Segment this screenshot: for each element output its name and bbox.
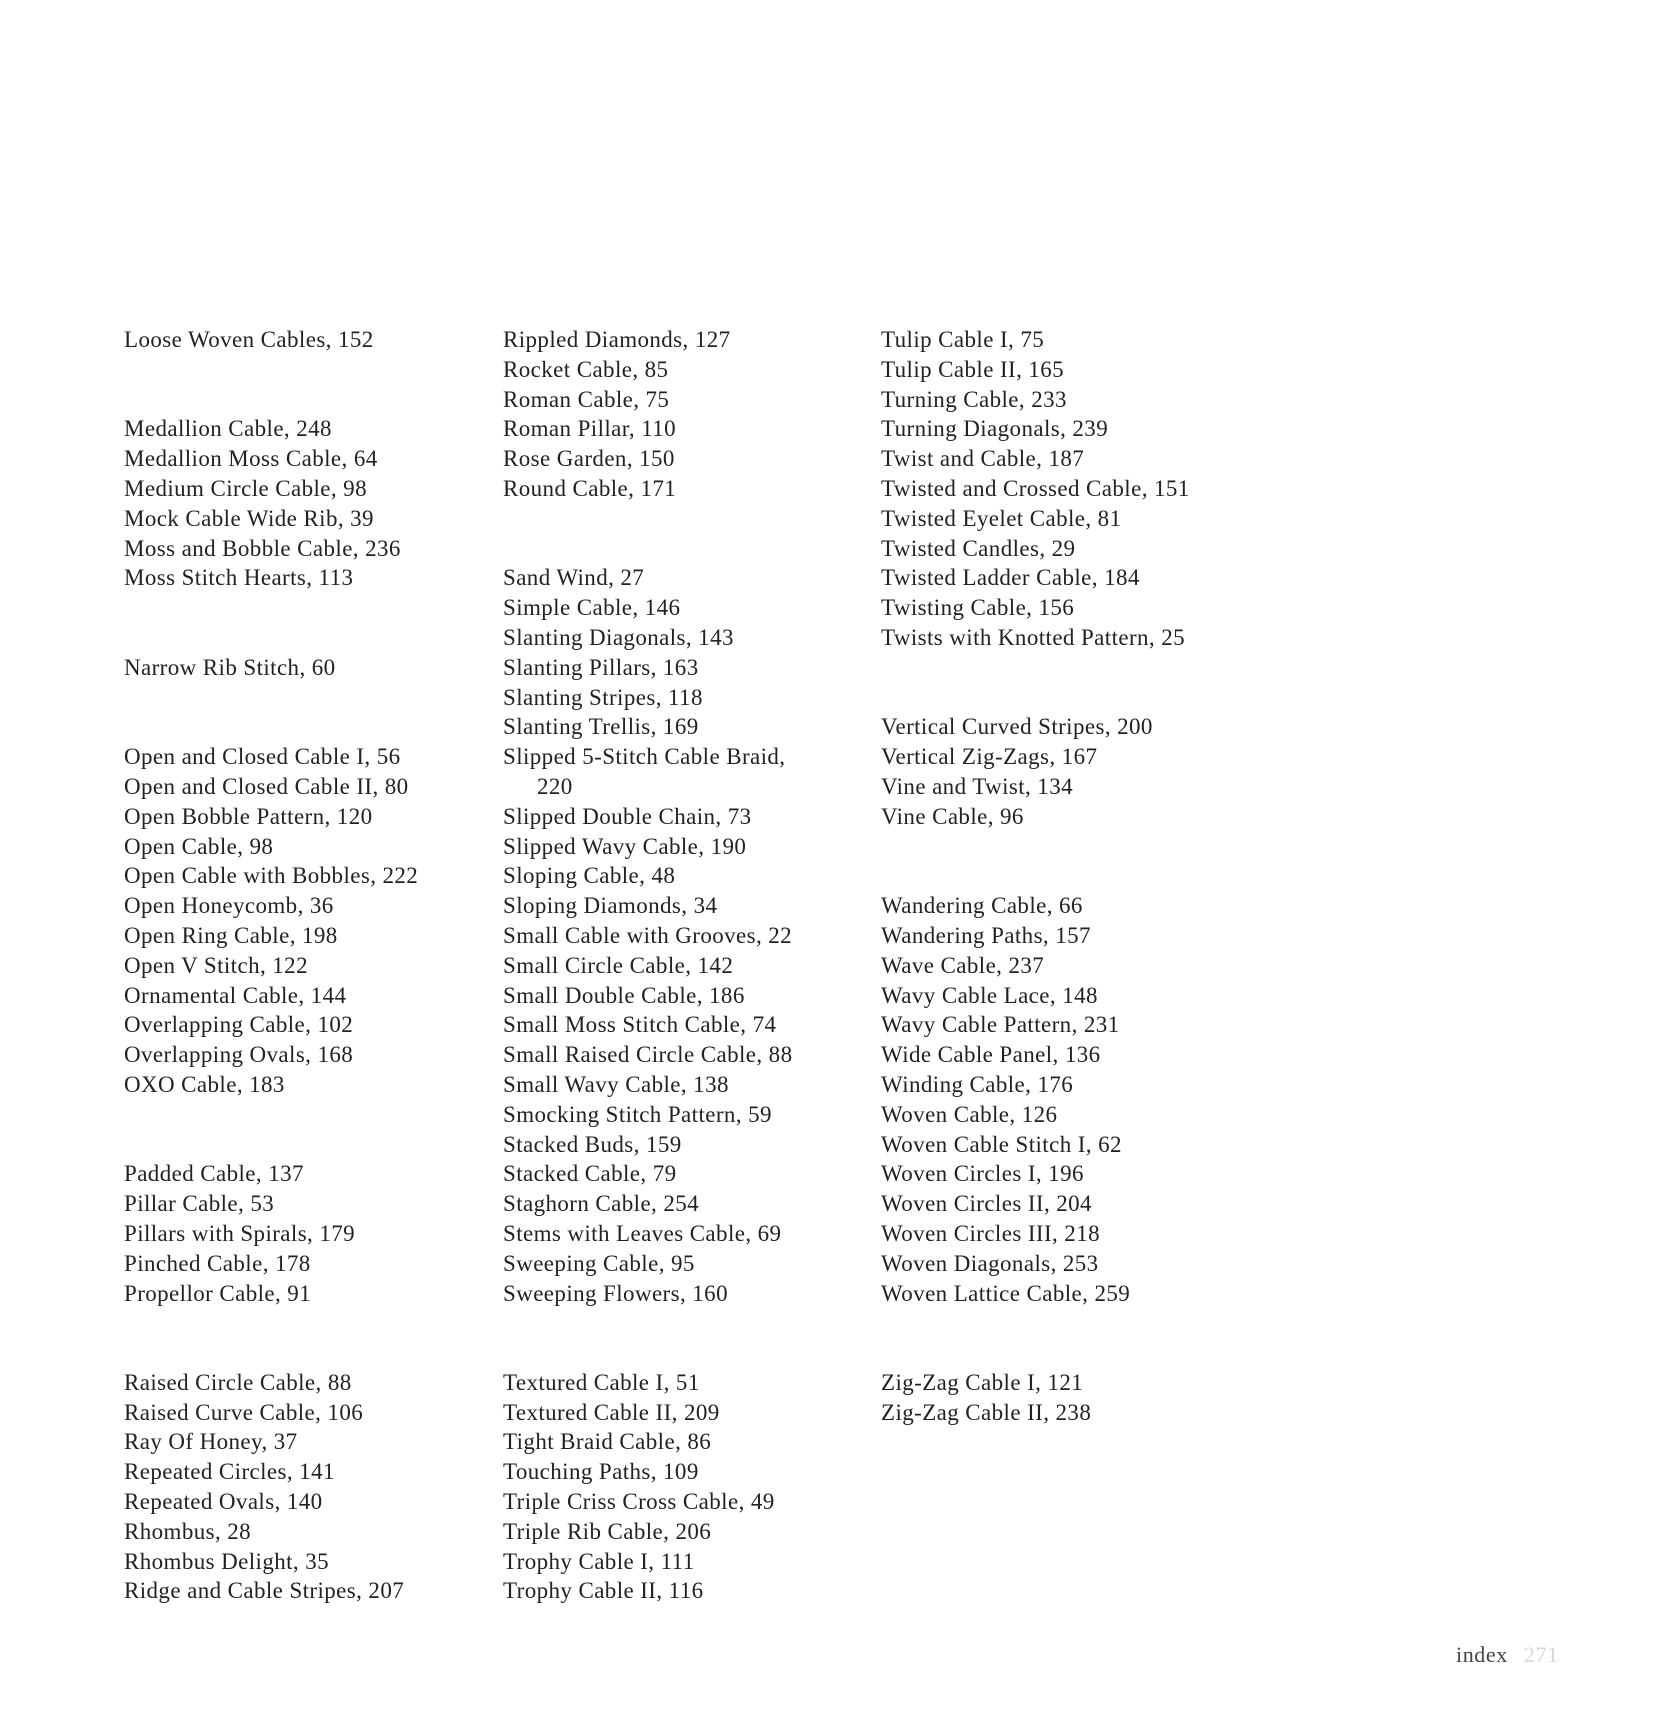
index-entry: Pinched Cable, 178 <box>124 1250 311 1276</box>
index-entry: Mock Cable Wide Rib, 39 <box>124 505 374 531</box>
index-entry: Staghorn Cable, 254 <box>503 1191 700 1217</box>
index-entry: Propellor Cable, 91 <box>124 1280 312 1306</box>
index-entry: Small Circle Cable, 142 <box>503 952 734 978</box>
index-entry: Medallion Moss Cable, 64 <box>124 446 378 472</box>
index-entry: Tulip Cable II, 165 <box>881 356 1065 382</box>
index-entry: Trophy Cable II, 116 <box>503 1578 704 1604</box>
index-entry: Pillars with Spirals, 179 <box>124 1220 356 1246</box>
index-entry: Trophy Cable I, 111 <box>503 1548 695 1574</box>
index-entry: Woven Diagonals, 253 <box>881 1250 1099 1276</box>
index-letter-group <box>124 742 484 1100</box>
index-entry: Sloping Cable, 48 <box>503 863 676 889</box>
index-letter-group <box>124 1368 484 1606</box>
index-entry: Vine and Twist, 134 <box>881 773 1074 799</box>
index-entry: Woven Circles II, 204 <box>881 1191 1092 1217</box>
index-entry: Round Cable, 171 <box>503 475 677 501</box>
index-entry: Slipped Double Chain, 73 <box>503 803 752 829</box>
index-entry: Triple Rib Cable, 206 <box>503 1518 712 1544</box>
index-entry: Sand Wind, 27 <box>503 565 645 591</box>
index-entry: Zig-Zag Cable I, 121 <box>881 1369 1084 1395</box>
index-letter-group <box>124 325 484 355</box>
index-entry: Moss and Bobble Cable, 236 <box>124 535 401 561</box>
index-entry: Overlapping Cable, 102 <box>124 1012 354 1038</box>
index-entry: Zig-Zag Cable II, 238 <box>881 1399 1092 1425</box>
index-entry: Wave Cable, 237 <box>881 952 1045 978</box>
index-entry: Open Ring Cable, 198 <box>124 922 338 948</box>
index-entry: Loose Woven Cables, 152 <box>124 327 374 352</box>
index-entry: Padded Cable, 137 <box>124 1161 304 1187</box>
index-entry: Raised Circle Cable, 88 <box>124 1369 352 1395</box>
index-letter-group <box>503 325 863 504</box>
page-number: 271 <box>1523 1642 1559 1667</box>
index-entry: Slipped 5-Stitch Cable Braid, <box>503 744 786 770</box>
index-entry: Stacked Buds, 159 <box>503 1131 682 1157</box>
index-entry: Small Moss Stitch Cable, 74 <box>503 1012 777 1038</box>
index-entry: Stacked Cable, 79 <box>503 1161 677 1187</box>
index-column-3 <box>881 325 1301 1487</box>
index-letter-group <box>503 1368 863 1606</box>
index-entry: Wandering Paths, 157 <box>881 922 1091 948</box>
index-entry: Ornamental Cable, 144 <box>124 982 347 1008</box>
index-entry: Slanting Trellis, 169 <box>503 714 699 740</box>
index-entry: Twisting Cable, 156 <box>881 595 1075 621</box>
index-entry: Slanting Stripes, 118 <box>503 684 703 710</box>
index-entry: Rippled Diamonds, 127 <box>503 327 731 352</box>
index-entry: Open and Closed Cable I, 56 <box>124 744 401 770</box>
index-entry: Woven Cable Stitch I, 62 <box>881 1131 1122 1157</box>
index-entry: Small Wavy Cable, 138 <box>503 1071 729 1097</box>
index-entry: Slipped Wavy Cable, 190 <box>503 833 747 859</box>
index-entry: Slanting Pillars, 163 <box>503 654 699 680</box>
index-entry: Sweeping Cable, 95 <box>503 1250 695 1276</box>
index-entry: Rose Garden, 150 <box>503 446 675 472</box>
index-entry: Vertical Zig-Zags, 167 <box>881 744 1098 770</box>
index-entry: Touching Paths, 109 <box>503 1459 699 1485</box>
index-entry: 220 <box>537 773 573 799</box>
index-entry: Ray Of Honey, 37 <box>124 1429 298 1455</box>
index-entry: Sweeping Flowers, 160 <box>503 1280 728 1306</box>
index-entry: Repeated Ovals, 140 <box>124 1489 323 1515</box>
index-column-1 <box>124 325 484 1666</box>
index-entry: Slanting Diagonals, 143 <box>503 624 734 650</box>
index-entry: Repeated Circles, 141 <box>124 1459 335 1485</box>
index-letter-group <box>124 414 484 593</box>
index-entry: Turning Diagonals, 239 <box>881 416 1109 442</box>
index-entry: Triple Criss Cross Cable, 49 <box>503 1489 775 1515</box>
index-entry: Turning Cable, 233 <box>881 386 1067 412</box>
index-entry: Twists with Knotted Pattern, 25 <box>881 624 1186 650</box>
index-entry: Twisted Ladder Cable, 184 <box>881 565 1140 591</box>
index-letter-group <box>881 1368 1301 1428</box>
index-entry: Vine Cable, 96 <box>881 803 1024 829</box>
index-letter-group <box>124 1159 484 1308</box>
index-entry: Woven Lattice Cable, 259 <box>881 1280 1131 1306</box>
index-letter-group <box>881 891 1301 1308</box>
index-entry: Woven Circles I, 196 <box>881 1161 1084 1187</box>
index-entry: Roman Pillar, 110 <box>503 416 677 442</box>
index-entry: Tight Braid Cable, 86 <box>503 1429 712 1455</box>
index-entry: Twist and Cable, 187 <box>881 446 1085 472</box>
index-entry: Medium Circle Cable, 98 <box>124 475 367 501</box>
index-entry: Tulip Cable I, 75 <box>881 327 1045 352</box>
index-entry: Open Bobble Pattern, 120 <box>124 803 373 829</box>
index-entry: Twisted Eyelet Cable, 81 <box>881 505 1122 531</box>
page-footer <box>1456 1642 1559 1668</box>
index-entry: Woven Cable, 126 <box>881 1101 1058 1127</box>
index-entry: Smocking Stitch Pattern, 59 <box>503 1101 772 1127</box>
footer-section-label: index <box>1456 1642 1508 1667</box>
index-entry: Textured Cable II, 209 <box>503 1399 720 1425</box>
index-entry: Medallion Cable, 248 <box>124 416 332 442</box>
index-letter-group <box>881 325 1301 653</box>
index-entry: Open Cable with Bobbles, 222 <box>124 863 419 889</box>
index-entry: Twisted and Crossed Cable, 151 <box>881 475 1190 501</box>
index-entry: Rocket Cable, 85 <box>503 356 669 382</box>
index-entry: Small Raised Circle Cable, 88 <box>503 1042 793 1068</box>
index-entry: Moss Stitch Hearts, 113 <box>124 565 354 591</box>
index-entry: Open Cable, 98 <box>124 833 274 859</box>
index-entry: Open and Closed Cable II, 80 <box>124 773 409 799</box>
index-entry: Small Cable with Grooves, 22 <box>503 922 793 948</box>
index-entry: Vertical Curved Stripes, 200 <box>881 714 1153 740</box>
index-entry: OXO Cable, 183 <box>124 1071 285 1097</box>
index-entry: Rhombus, 28 <box>124 1518 252 1544</box>
index-entry: Woven Circles III, 218 <box>881 1220 1101 1246</box>
index-entry: Overlapping Ovals, 168 <box>124 1042 354 1068</box>
index-entry: Wavy Cable Lace, 148 <box>881 982 1098 1008</box>
index-entry: Winding Cable, 176 <box>881 1071 1074 1097</box>
index-entry: Wandering Cable, 66 <box>881 893 1083 919</box>
index-entry: Stems with Leaves Cable, 69 <box>503 1220 782 1246</box>
index-entry: Pillar Cable, 53 <box>124 1191 275 1217</box>
index-entry: Simple Cable, 146 <box>503 595 681 621</box>
index-entry: Open V Stitch, 122 <box>124 952 308 978</box>
index-entry: Narrow Rib Stitch, 60 <box>124 654 336 680</box>
index-letter-group <box>503 563 863 1308</box>
index-entry: Sloping Diamonds, 34 <box>503 893 718 919</box>
index-column-2 <box>503 325 863 1666</box>
index-entry: Textured Cable I, 51 <box>503 1369 700 1395</box>
index-entry: Ridge and Cable Stripes, 207 <box>124 1578 405 1604</box>
index-entry: Twisted Candles, 29 <box>881 535 1076 561</box>
index-entry: Wavy Cable Pattern, 231 <box>881 1012 1120 1038</box>
index-entry: Small Double Cable, 186 <box>503 982 745 1008</box>
index-entry: Open Honeycomb, 36 <box>124 893 334 919</box>
index-entry: Wide Cable Panel, 136 <box>881 1042 1101 1068</box>
index-entry: Roman Cable, 75 <box>503 386 670 412</box>
index-entry: Raised Curve Cable, 106 <box>124 1399 364 1425</box>
index-letter-group <box>881 712 1301 831</box>
index-entry: Rhombus Delight, 35 <box>124 1548 330 1574</box>
index-letter-group <box>124 653 484 683</box>
